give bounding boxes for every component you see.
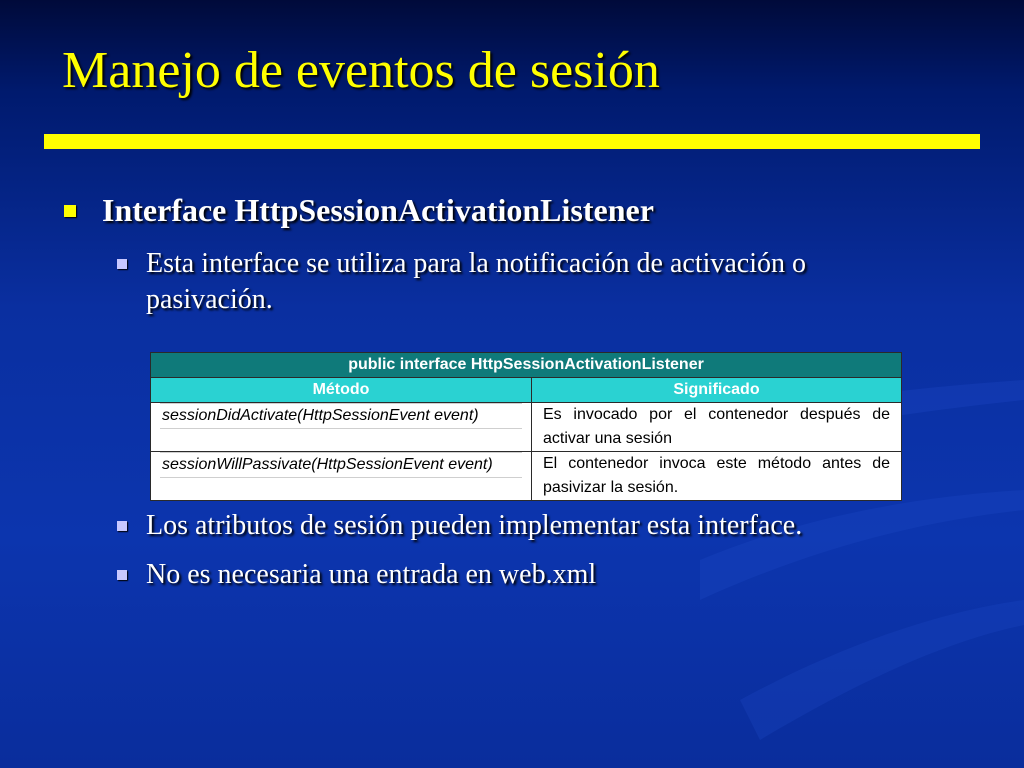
method-meaning: Es invocado por el contenedor después de activar una sesión [543,406,890,447]
method-meaning: El contenedor invoca este método antes de pasivizar la sesión. [543,455,890,496]
meaning-cell [532,403,902,452]
sub-bullet [117,508,937,544]
column-header-meaning: Significado [532,378,902,403]
square-bullet-icon [64,205,76,217]
sub-bullet-text: Los atributos de sesión pueden implementar esta interface. [146,510,803,541]
table-caption-row [151,353,902,378]
method-name: sessionWillPassivate(HttpSessionEvent event) [160,452,522,478]
table-header-row [151,378,902,403]
meaning-cell [532,452,902,501]
table-row [151,403,902,452]
square-bullet-icon [117,570,127,580]
square-bullet-icon [117,259,127,269]
square-bullet-icon [117,521,127,531]
method-name: sessionDidActivate(HttpSessionEvent event) [160,403,522,429]
method-cell [151,403,532,452]
title-underline-rule [44,134,980,149]
sub-bullet-text: Esta interface se utiliza para la notificación de activación o pasivación. [146,248,807,315]
sub-bullet [117,557,937,593]
interface-methods-table [150,352,902,501]
table-caption: public interface HttpSessionActivationListener [151,353,902,378]
sub-bullet-text: No es necesaria una entrada en web.xml [146,559,597,590]
slide-title: Manejo de eventos de sesión [62,42,660,99]
main-bullet [64,190,654,230]
main-bullet-text: Interface HttpSessionActivationListener [102,192,654,228]
table-row [151,452,902,501]
column-header-method: Método [151,378,532,403]
sub-bullet [117,246,917,318]
method-cell [151,452,532,501]
